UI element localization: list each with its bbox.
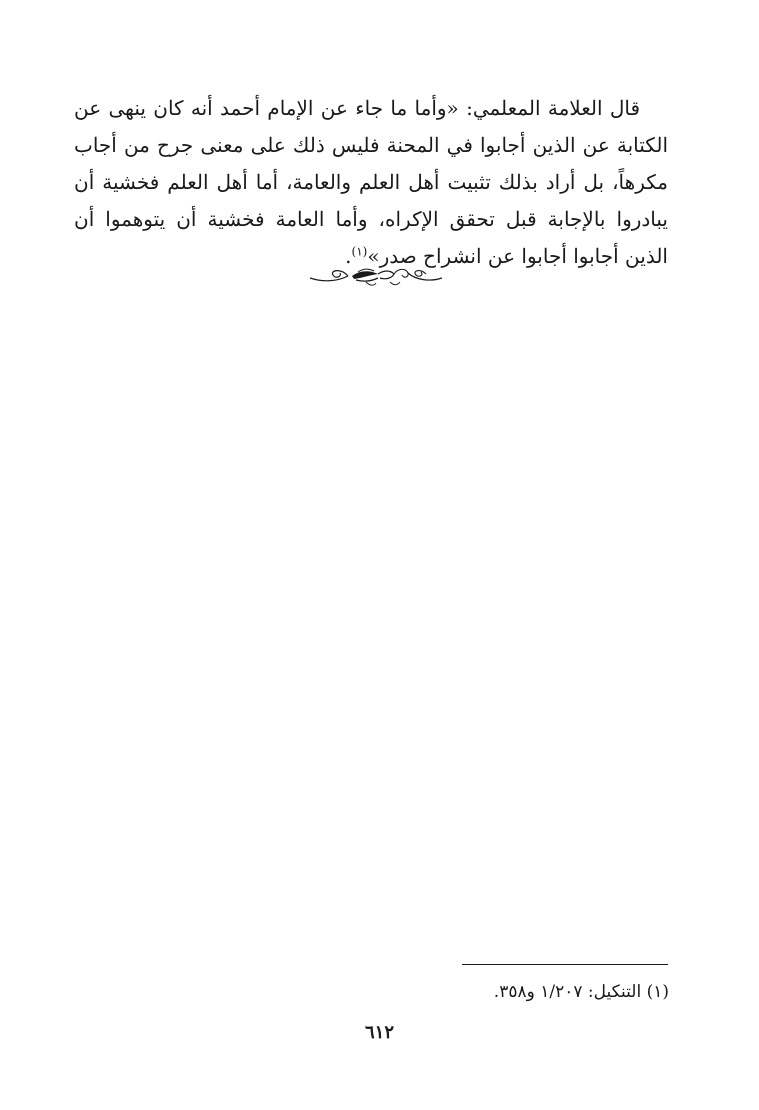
main-paragraph [74, 90, 668, 275]
footnote-marker: (١) [646, 982, 669, 1002]
footnote-separator [462, 964, 668, 965]
paragraph-text: قال العلامة المعلمي: «وأما ما جاء عن الإمام أحمد أنه كان ينهى عن الكتابة عن الذين أجابوا في المحنة فليس ذلك على معنى جرح من أجاب مكرهاً، بل أراد بذلك تثبيت أهل العلم والعامة، أما أهل العلم فخشية أن يبادروا بالإجابة قبل تحقق الإكراه، وأما العامة فخشية أن يتوهموا أن الذين أجابوا أجابوا عن انشراح صدر» [74, 96, 668, 268]
footnote-text: التنكيل: ١/٢٠٧ و٣٥٨. [493, 982, 642, 1002]
footnote-item [494, 980, 669, 1004]
page-number: ٦١٢ [364, 1022, 394, 1043]
footnote-reference: (١) [351, 244, 368, 259]
paragraph-end-punctuation: . [345, 244, 352, 268]
floral-divider-icon [308, 262, 444, 288]
